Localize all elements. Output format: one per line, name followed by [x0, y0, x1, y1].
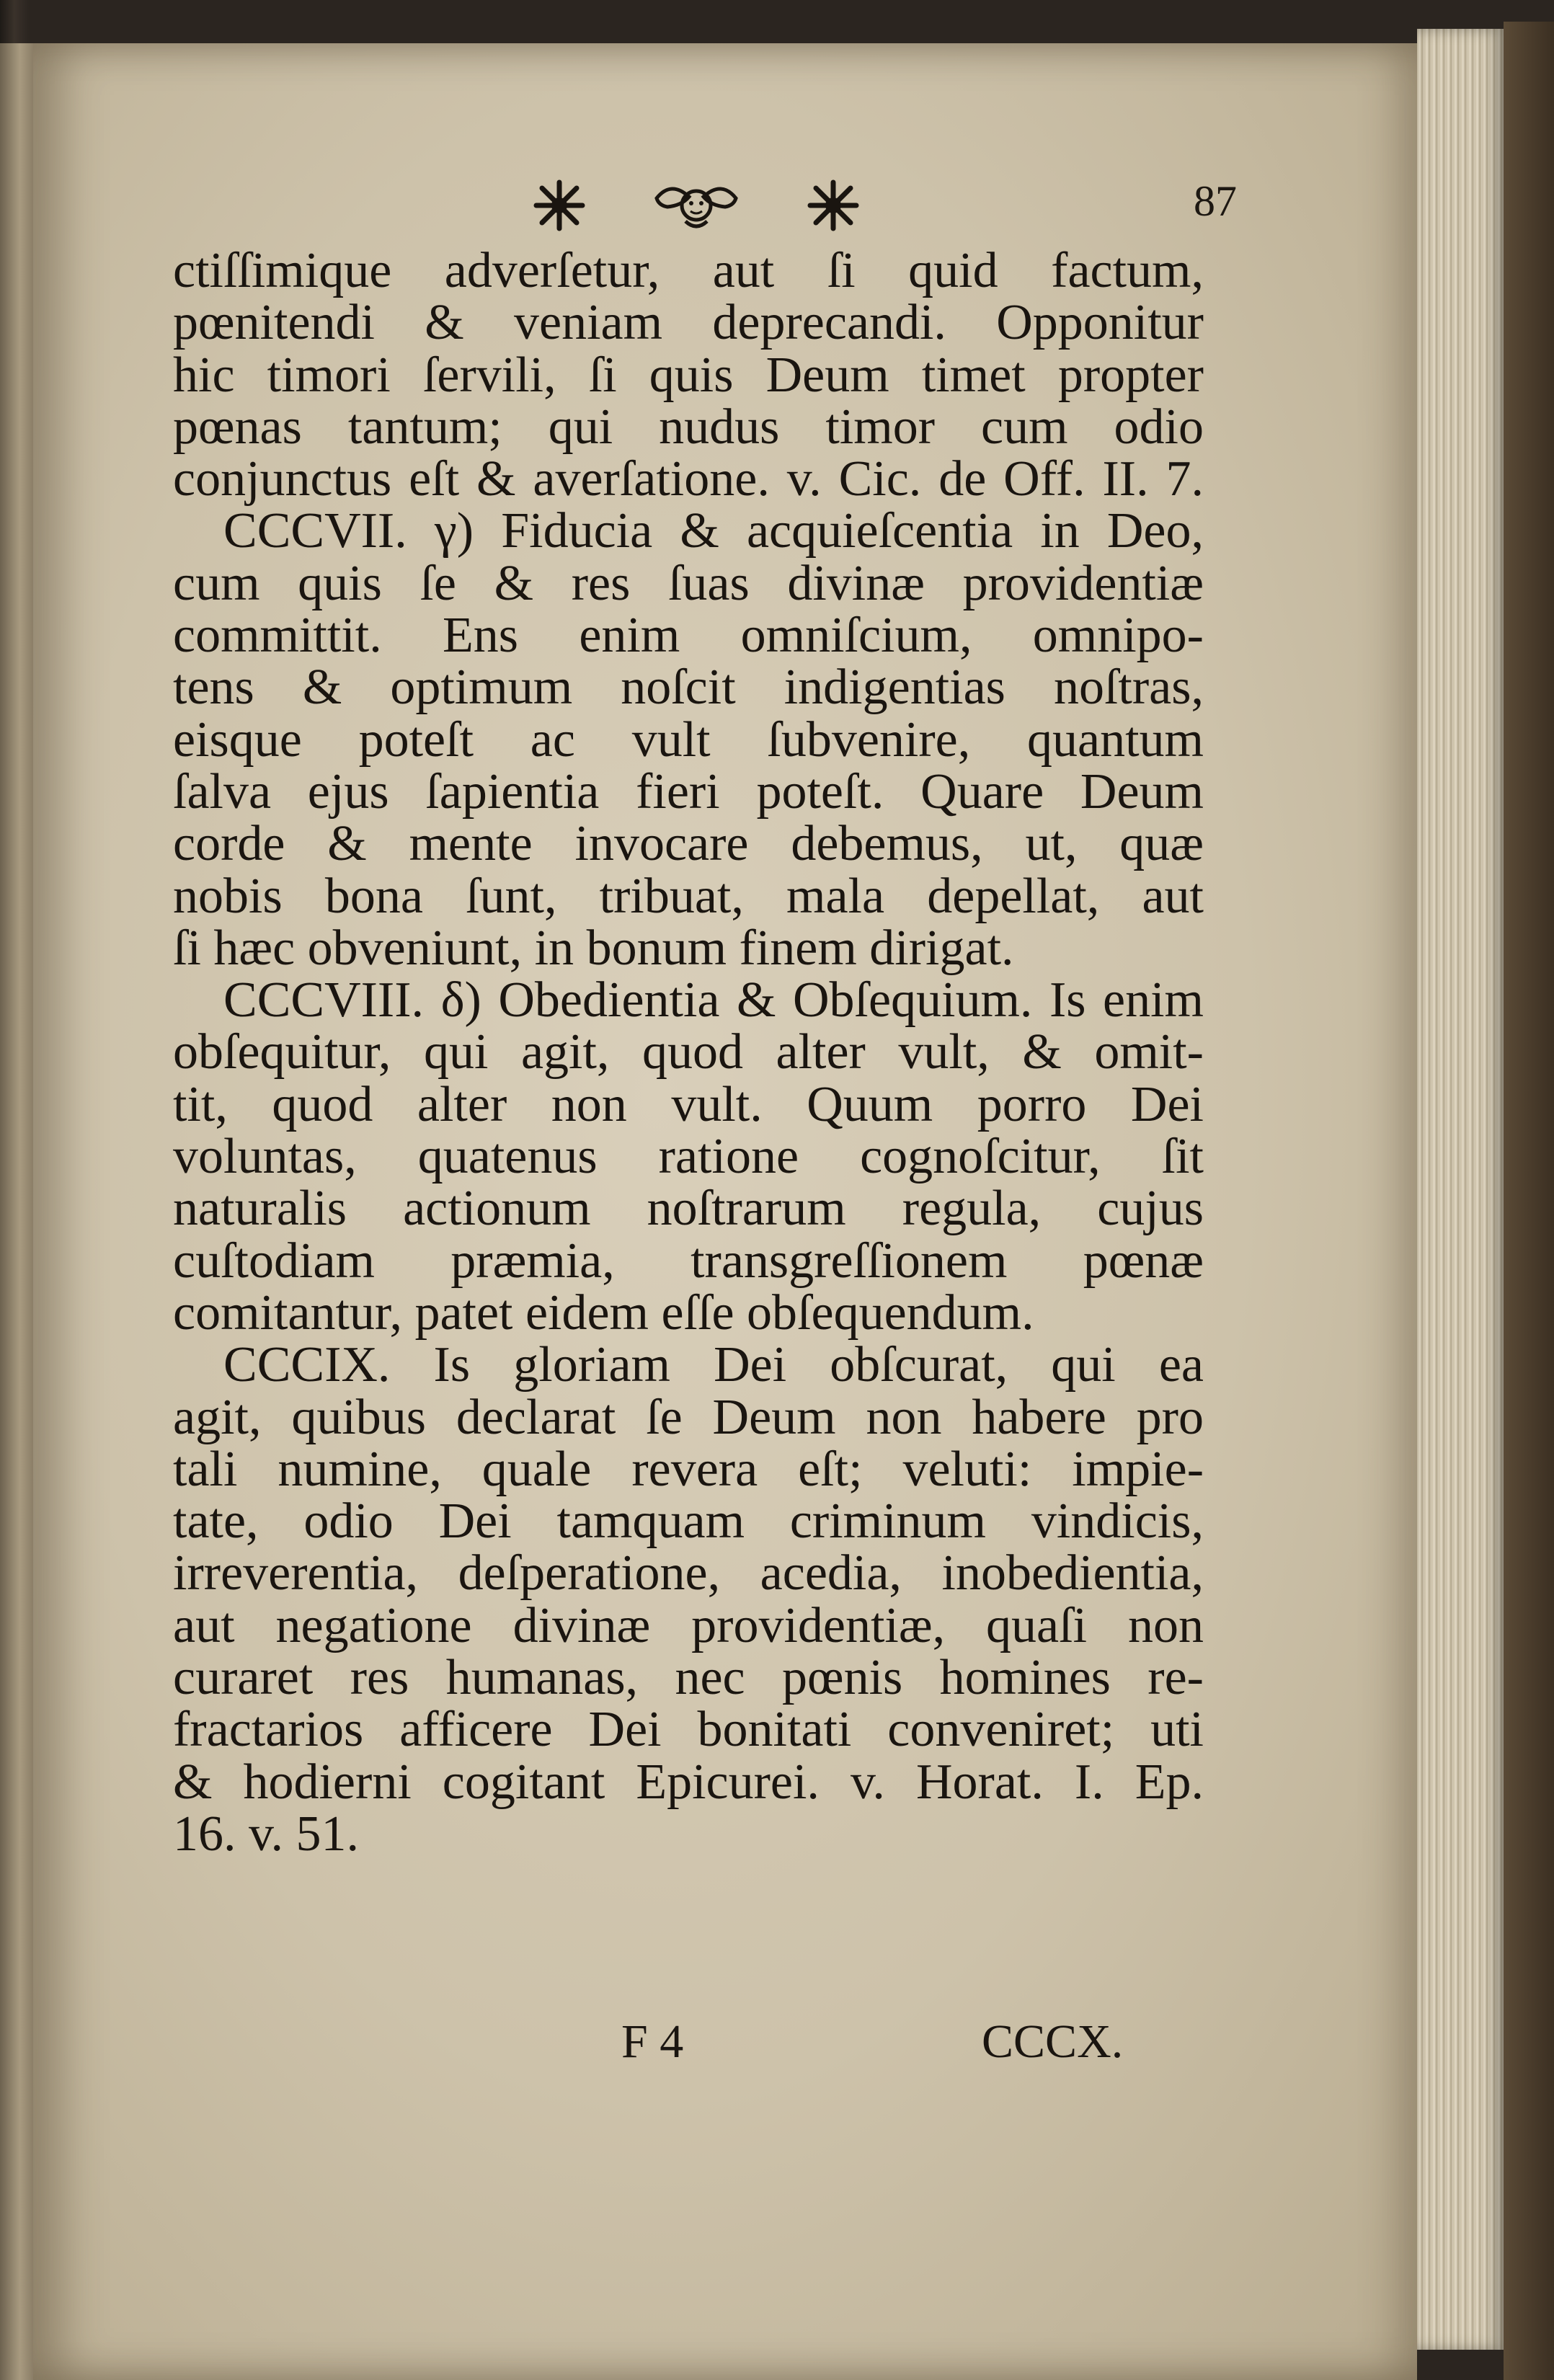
- cherub-head-icon: [653, 177, 740, 234]
- text-line: fractarios afficere Dei bonitati conveniret; uti: [173, 1702, 1204, 1758]
- text-line: ſi hæc obveniunt, in bonum finem dirigat.: [173, 920, 1014, 976]
- text-line: nobis bona ſunt, tribuat, mala depellat, aut: [173, 868, 1204, 924]
- book-cover-edge: [1504, 22, 1554, 2380]
- text-line: conjunctus eſt & averſatione. v. Cic. de Off. II. 7.: [173, 451, 1204, 507]
- text-line: aut negatione divinæ providentiæ, quaſi non: [173, 1597, 1204, 1653]
- text-line: naturalis actionum noſtrarum regula, cujus: [173, 1181, 1204, 1237]
- text-line: curaret res humanas, nec pœnis homines re-: [173, 1650, 1204, 1706]
- paragraph-start-cccix: CCCIX. Is gloriam Dei obſcurat, qui ea: [223, 1337, 1204, 1393]
- text-line: pœnitendi & veniam deprecandi. Opponitur: [173, 295, 1204, 351]
- text-line: obſequitur, qui agit, quod alter vult, & omit-: [173, 1024, 1204, 1080]
- catchword: CCCX.: [982, 2015, 1124, 2068]
- text-line: cuſtodiam præmia, transgreſſionem pœnæ: [173, 1233, 1204, 1289]
- body-text: [173, 245, 1204, 1860]
- signature-mark: F 4: [621, 2015, 684, 2068]
- page-block-edges: [1417, 29, 1504, 2350]
- text-line: comitantur, patet eidem eſſe obſequendum.: [173, 1284, 1034, 1341]
- text-line: cum quis ſe & res ſuas divinæ providentiæ: [173, 555, 1204, 611]
- text-line: hic timori ſervili, ſi quis Deum timet propter: [173, 347, 1204, 403]
- text-line: & hodierni cogitant Epicurei. v. Horat. I. Ep.: [173, 1754, 1204, 1810]
- text-line: tit, quod alter non vult. Quum porro Dei: [173, 1076, 1204, 1132]
- page-footer: [33, 2015, 1417, 2094]
- text-line: ſalva ejus ſapientia fieri poteſt. Quare Deum: [173, 763, 1204, 820]
- paragraph-start-cccvii: CCCVII. γ) Fiducia & acquieſcentia in Deo,: [223, 503, 1204, 559]
- text-line: irreverentia, deſperatione, acedia, inobedientia,: [173, 1545, 1204, 1602]
- text-line: ctiſſimique adverſetur, aut ſi quid factum,: [173, 243, 1204, 298]
- text-line: corde & mente invocare debemus, ut, quæ: [173, 816, 1204, 872]
- asterisk-flower-icon: [530, 177, 588, 234]
- text-line: agit, quibus declarat ſe Deum non habere pro: [173, 1389, 1204, 1445]
- paragraph-start-cccviii: CCCVIII. δ) Obedientia & Obſequium. Is enim: [223, 972, 1204, 1029]
- text-line: eisque poteſt ac vult ſubvenire, quantum: [173, 711, 1204, 768]
- page-header: [33, 162, 1417, 241]
- text-line: tate, odio Dei tamquam criminum vindicis,: [173, 1493, 1204, 1550]
- header-ornament: [530, 177, 862, 234]
- text-line: voluntas, quatenus ratione cognoſcitur, ſit: [173, 1129, 1204, 1185]
- previous-page-edge: [0, 43, 33, 2380]
- text-line: 16. v. 51.: [173, 1806, 359, 1862]
- page-number: 87: [1194, 177, 1237, 225]
- text-line: tali numine, quale revera eſt; veluti: impie-: [173, 1441, 1204, 1497]
- text-line: pœnas tantum; qui nudus timor cum odio: [173, 399, 1204, 455]
- asterisk-flower-icon: [804, 177, 862, 234]
- text-line: tens & optimum noſcit indigentias noſtras,: [173, 660, 1204, 716]
- text-line: committit. Ens enim omniſcium, omnipo-: [173, 608, 1204, 664]
